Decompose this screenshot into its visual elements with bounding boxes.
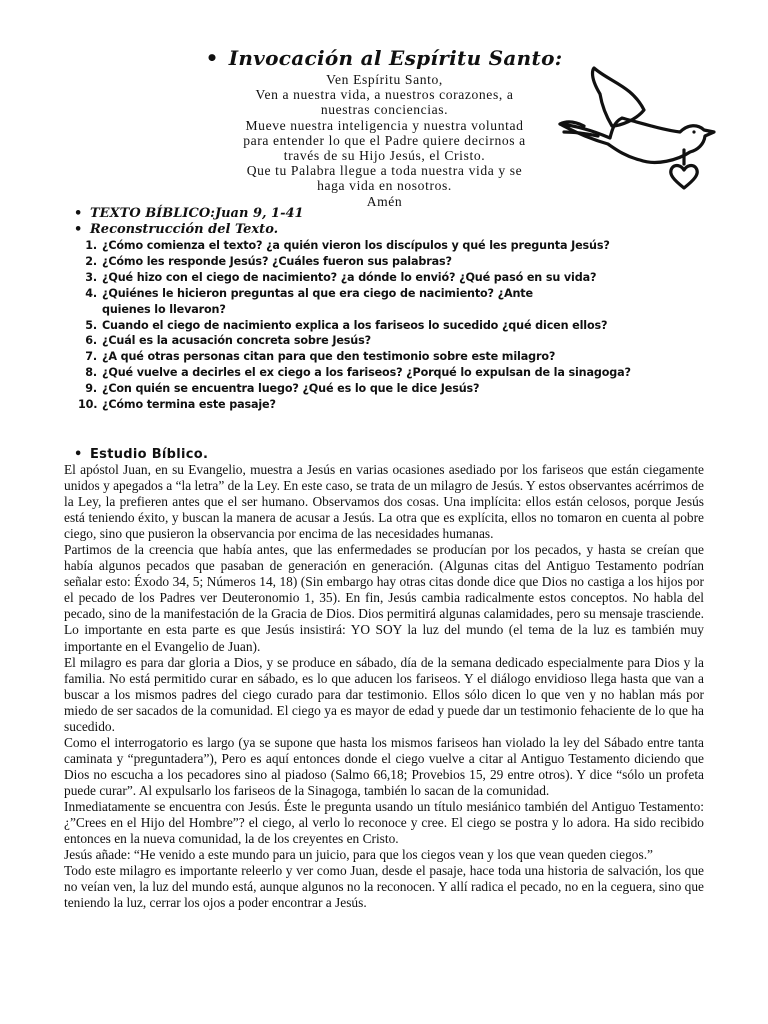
bullet-icon: • (74, 222, 83, 237)
question-text: ¿Qué vuelve a decirles el ex ciego a los fariseos? ¿Porqué lo expulsan de la sinagoga? (102, 366, 631, 380)
paragraph: Como el interrogatorio es largo (ya se supone que hasta los mismos fariseos han violado la ley del Sábado entre tanta caminata y “preguntadera”), Pero es aquí entonces donde el ciego vuelve a citar al Antiguo Testamento diciendo que Dios no escucha a los pecadores sino al piadoso (Salmo 66,18; Provebios 15, 29 entre otros). Y dice “sólo un profeta puede curar”. Al expulsarlo los fariseos de la Sinagoga, también lo sacan de la comunidad. (64, 734, 704, 798)
list-item (78, 349, 598, 365)
prayer-line: Ven Espíritu Santo, (326, 72, 443, 87)
question-number: 4. (85, 286, 97, 300)
prayer-line: para entender lo que el Padre quiere decirnos a (243, 132, 526, 148)
reconstruccion-text: Reconstrucción del Texto. (90, 222, 279, 237)
question-text: ¿Qué hizo con el ciego de nacimiento? ¿a dónde lo envió? ¿Qué pasó en su vida? (102, 270, 597, 284)
prayer-line: Mueve nuestra inteligencia y nuestra voluntad (245, 117, 524, 133)
question-text: ¿A qué otras personas citan para que den testimonio sobre este milagro? (102, 350, 556, 364)
list-item (78, 238, 610, 254)
paragraph: El milagro es para dar gloria a Dios, y se produce en sábado, día de la semana dedicado especialmente para Dios y la familia. No está permitido curar en sábado, es lo que aducen los fariseos. Y el diálogo envidioso llega hasta que van a buscar a los mismos padres del ciego curado para dar testimonio. Ellos sólo dicen lo que ven y no hablan más por miedo de ser sacados de la comunidad. El ciego ya es mayor de edad y puede dar un testimonio fehaciente de lo que ha sucedido. (64, 654, 704, 734)
bullet-icon: • (74, 206, 83, 221)
estudio-body (64, 462, 704, 911)
estudio-heading (74, 447, 208, 462)
bullet-icon: • (74, 447, 83, 462)
paragraph: Partimos de la creencia que había antes, que las enfermedades se producían por los pecados, y hasta se creían que había algunos pecados que pasaban de generación en generación. (Algunas citas del Antiguo Testamento podrían señalar esto: Éxodo 34, 5; Números 14, 18) (Sin embargo hay otras citas donde dice que Dios no castiga a los hijos por el pecado de los Padres ver Deuteronomio 1, 35). En fin, Jesús cambia radicalmente estos conceptos. No habla del pecado, sino de la manifestación de la Gracia de Dios. Dios permitirá algunas calamidades, pero su mensaje trasciende. Lo importante en esta parte es que Jesús insistirá: YO SOY la luz del mundo (el tema de la luz es también muy importante en el Evangelio de Juan). (64, 542, 704, 654)
reconstruccion-heading (74, 222, 278, 237)
prayer-block (212, 72, 557, 209)
title-text: Invocación al Espíritu Santo: (228, 46, 563, 70)
question-number: 2. (85, 254, 97, 268)
question-text: ¿Cómo termina este pasaje? (102, 398, 276, 412)
list-item (78, 397, 598, 413)
prayer-line: nuestras conciencias. (320, 102, 449, 118)
question-number: 5. (85, 318, 97, 332)
question-number: 7. (85, 350, 97, 364)
question-number: 9. (85, 382, 97, 396)
question-text: ¿Cómo les responde Jesús? ¿Cuáles fueron sus palabras? (102, 254, 452, 268)
prayer-line: Que tu Palabra llegue a toda nuestra vida y se (246, 163, 523, 179)
paragraph: Inmediatamente se encuentra con Jesús. Éste le pregunta usando un título mesiánico también del Antiguo Testamento: ¿”Crees en el Hijo del Hombre”? el ciego, al verlo lo reconoce y cree. El ciego se postra y lo adora. Ha sido recibido entonces en la nueva comunidad, la de los creyentes en Cristo. (64, 798, 704, 847)
dove-with-heart-icon (554, 64, 724, 194)
question-text: ¿Cuál es la acusación concreta sobre Jesús? (102, 334, 371, 348)
list-item (78, 318, 608, 334)
question-text: Cuando el ciego de nacimiento explica a los fariseos lo sucedido ¿qué dicen ellos? (102, 318, 608, 332)
question-text: ¿Quiénes le hicieron preguntas al que era ciego de nacimiento? ¿Ante quienes lo llevaron? (102, 286, 533, 316)
paragraph: Jesús añade: “He venido a este mundo para un juicio, para que los ciegos vean y los que vean queden ciegos.” (64, 847, 653, 863)
estudio-heading-text: Estudio Bíblico. (90, 447, 209, 462)
list-item (78, 254, 598, 270)
question-text: ¿Cómo comienza el texto? ¿a quién vieron los discípulos y qué les pregunta Jesús? (102, 239, 610, 252)
list-item (78, 333, 598, 349)
prayer-line: Ven a nuestra vida, a nuestros corazones, a (255, 87, 514, 103)
bullet-icon: • (205, 46, 219, 70)
texto-biblico-text: TEXTO BÍBLICO:Juan 9, 1-41 (90, 206, 304, 221)
paragraph: Todo este milagro es importante releerlo y ver como Juan, desde el pasaje, hace toda una historia de salvación, los que no veían ven, la luz del mundo está, aunque algunos no la reconocen. Y allí radica el pecado, no en la ceguera, sino que teniendo la luz, cerrar los ojos a poder encontrar a Jesús. (64, 863, 704, 911)
prayer-line: Amén (366, 193, 403, 209)
question-number: 10. (78, 398, 98, 412)
question-list (78, 238, 631, 413)
prayer-line: haga vida en nosotros. (317, 178, 452, 194)
paragraph: El apóstol Juan, en su Evangelio, muestra a Jesús en varias ocasiones asediado por los fariseos que están ciegamente unidos y apegados a “la letra” de la Ley. En este caso, se trata de un milagro de Jesús. Y estos observantes acérrimos de la Ley, la prefieren antes que el ser humano. Observamos dos cosas. Una implícita: ellos están celosos, porque Jesús está teniendo éxito, y buscan la manera de acusar a Jesús. La otra que es explícita, ellos no tomaron en cuenta al pobre ciego, sino que pusieron la observancia por encima de las necesidades humanas. (64, 462, 704, 542)
question-number: 3. (85, 270, 97, 284)
list-item (78, 381, 598, 397)
texto-biblico-heading (74, 206, 304, 221)
question-number: 1. (85, 239, 97, 252)
list-item (78, 270, 598, 286)
question-number: 6. (85, 334, 97, 348)
question-number: 8. (85, 366, 97, 380)
question-text: ¿Con quién se encuentra luego? ¿Qué es lo que le dice Jesús? (102, 382, 480, 396)
list-item (78, 286, 598, 318)
list-item (78, 365, 631, 381)
prayer-line: través de su Hijo Jesús, el Cristo. (283, 148, 486, 164)
